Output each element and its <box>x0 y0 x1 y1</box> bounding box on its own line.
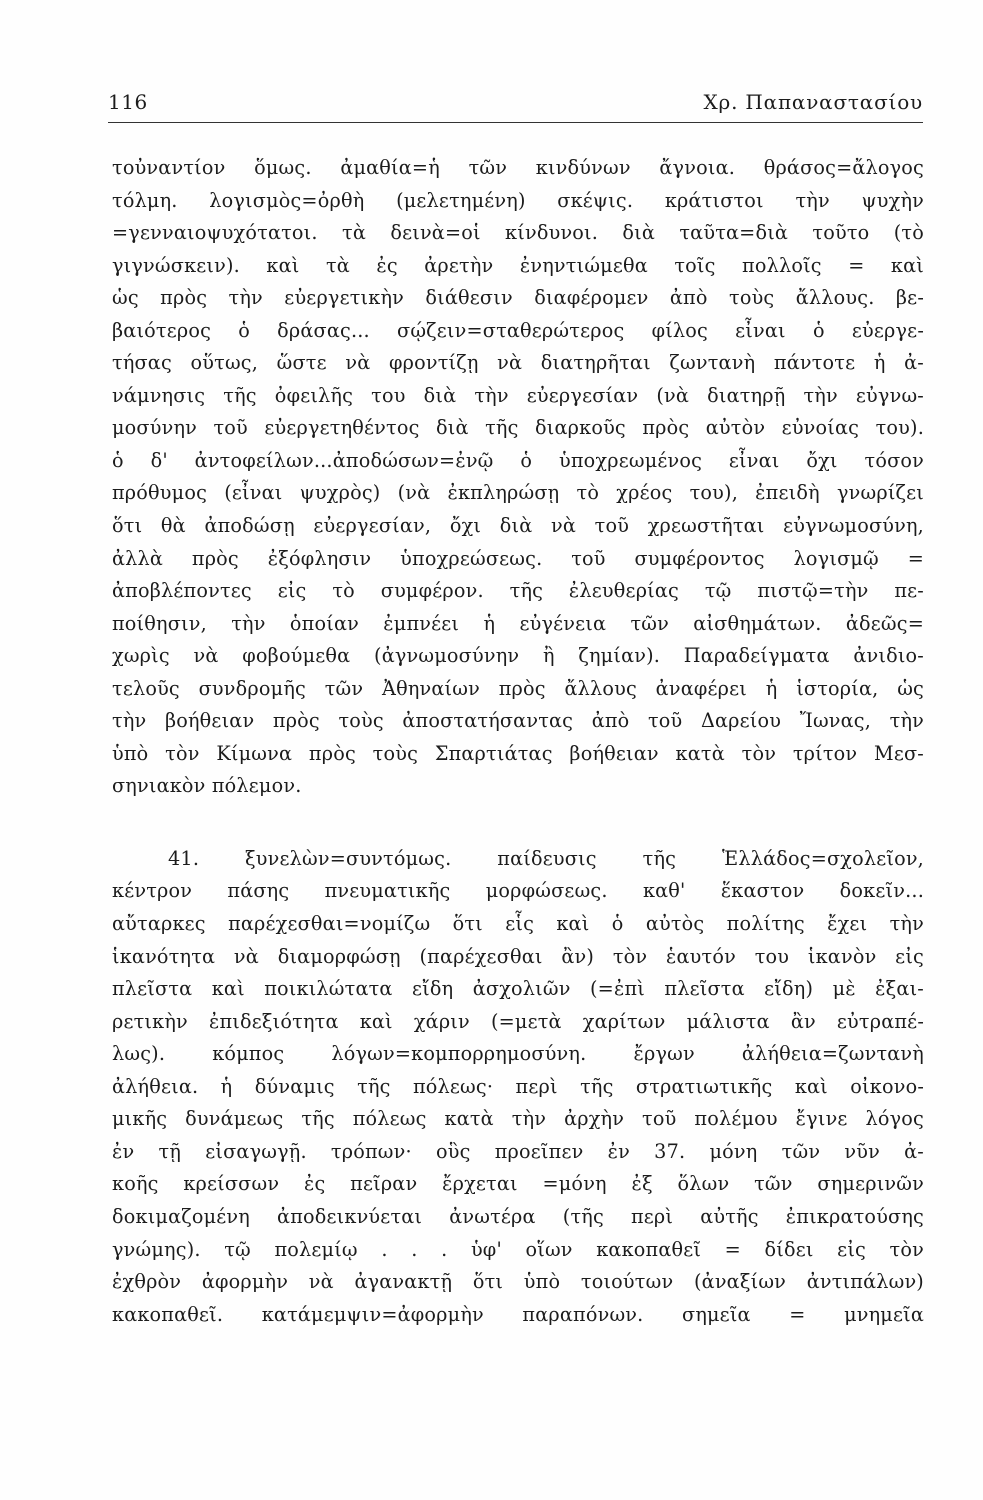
text-line: ὑπὸ τὸν Κίμωνα πρὸς τοὺς Σπαρτιάτας βοήθειαν κατὰ τὸν τρίτον Μεσ- <box>112 741 924 765</box>
page-number: 116 <box>108 90 148 114</box>
text-line: ἱκανότητα νὰ διαμορφώσῃ (παρέχεσθαι ἂν) τὸν ἑαυτόν του ἱκανὸν εἰς <box>112 944 924 968</box>
text-line: δοκιμαζομένη ἀποδεικνύεται ἀνωτέρα (τῆς περὶ αὐτῆς ἐπικρατούσης <box>112 1204 924 1228</box>
text-line: ὡς πρὸς τὴν εὐεργετικὴν διάθεσιν διαφέρομεν ἀπὸ τοὺς ἄλλους. βε- <box>112 286 924 310</box>
text-line: ἐν τῇ εἰσαγωγῇ. τρόπων· οὓς προεῖπεν ἐν 37. μόνη τῶν νῦν ἀ- <box>112 1139 924 1163</box>
text-line: λως). κόμπος λόγων=κομπορρημοσύνη. ἔργων ἀλήθεια=ζωντανὴ <box>112 1042 924 1066</box>
text-line: ἀποβλέποντες εἰς τὸ συμφέρον. τῆς ἐλευθερίας τῷ πιστῷ=τὴν πε- <box>112 579 924 603</box>
text-line: κακοπαθεῖ. κατάμεμψιν=ἀφορμὴν παραπόνων. σημεῖα = μνημεῖα <box>112 1302 924 1326</box>
text-line: ὅτι θὰ ἀποδώσῃ εὐεργεσίαν, ὄχι διὰ νὰ τοῦ χρεωστῆται εὐγνωμοσύνη, <box>112 514 924 538</box>
text-line: τὴν βοήθειαν πρὸς τοὺς ἀποστατήσαντας ἀπὸ τοῦ Δαρείου Ἴωνας, τὴν <box>112 709 924 733</box>
text-line: πλεῖστα καὶ ποικιλώτατα εἴδη ἀσχολιῶν (=ἐπὶ πλεῖστα εἴδη) μὲ ἐξαι- <box>112 977 924 1001</box>
text-line: μοσύνην τοῦ εὐεργετηθέντος διὰ τῆς διαρκοῦς πρὸς αὐτὸν εὐνοίας του). <box>112 416 924 440</box>
text-line: αὔταρκες παρέχεσθαι=νομίζω ὅτι εἷς καὶ ὁ αὐτὸς πολίτης ἔχει τὴν <box>112 912 924 936</box>
text-line: τήσας οὕτως, ὥστε νὰ φροντίζῃ νὰ διατηρῆται ζωντανὴ πάντοτε ἡ ἀ- <box>112 351 924 375</box>
text-line: κοῆς κρείσσων ἐς πεῖραν ἔρχεται =μόνη ἐξ ὅλων τῶν σημερινῶν <box>112 1172 924 1196</box>
running-head: Χρ. Παπαναστασίου <box>703 90 923 114</box>
text-line: τελοῦς συνδρομῆς τῶν Ἀθηναίων πρὸς ἄλλους ἀναφέρει ἡ ἱστορία, ὡς <box>112 676 924 700</box>
paragraph-commentary-41 <box>112 843 924 1331</box>
body-text <box>112 152 924 1331</box>
text-line: κέντρον πάσης πνευματικῆς μορφώσεως. καθ' ἕκαστον δοκεῖν... <box>112 879 924 903</box>
text-line: 41. ξυνελὼν=συντόμως. παίδευσις τῆς Ἑλλάδος=σχολεῖον, <box>168 846 924 870</box>
page-header <box>108 86 923 123</box>
text-line: σηνιακὸν πόλεμον. <box>112 774 302 798</box>
text-line: ἀλήθεια. ἡ δύναμις τῆς πόλεως· περὶ τῆς στρατιωτικῆς καὶ οἰκονο- <box>112 1074 924 1098</box>
text-line: τοὐναντίον ὅμως. ἀμαθία=ἡ τῶν κινδύνων ἄγνοια. θράσος=ἄλογος <box>112 156 924 179</box>
text-line: ἀλλὰ πρὸς ἐξόφλησιν ὑποχρεώσεως. τοῦ συμφέροντος λογισμῷ = <box>112 546 924 570</box>
text-line: πρόθυμος (εἶναι ψυχρὸς) (νὰ ἐκπληρώσῃ τὸ χρέος του), ἐπειδὴ γνωρίζει <box>112 481 924 505</box>
paragraph-commentary-40 <box>112 152 924 803</box>
text-line: ρετικὴν ἐπιδεξιότητα καὶ χάριν (=μετὰ χαρίτων μάλιστα ἂν εὐτραπέ- <box>112 1009 924 1033</box>
text-line: χωρὶς νὰ φοβούμεθα (ἀγνωμοσύνην ἢ ζημίαν). Παραδείγματα ἀνιδιο- <box>112 644 924 668</box>
text-line: τόλμη. λογισμὸς=ὀρθὴ (μελετημένη) σκέψις. κράτιστοι τὴν ψυχὴν <box>112 188 924 212</box>
text-line: μικῆς δυνάμεως τῆς πόλεως κατὰ τὴν ἀρχὴν τοῦ πολέμου ἔγινε λόγος <box>112 1107 924 1131</box>
text-line: νάμνησις τῆς ὀφειλῆς του διὰ τὴν εὐεργεσίαν (νὰ διατηρῇ τὴν εὐγνω- <box>112 383 924 407</box>
text-line: γιγνώσκειν). καὶ τὰ ἐς ἀρετὴν ἐνηντιώμεθα τοῖς πολλοῖς = καὶ <box>112 253 924 277</box>
text-line: γνώμης). τῷ πολεμίῳ . . . ὑφ' οἵων κακοπαθεῖ = δίδει εἰς τὸν <box>112 1237 924 1261</box>
text-line: =γενναιοψυχότατοι. τὰ δεινὰ=οἱ κίνδυνοι. διὰ ταῦτα=διὰ τοῦτο (τὸ <box>112 221 924 245</box>
text-line: βαιότερος ὁ δράσας... σῴζειν=σταθερώτερος φίλος εἶναι ὁ εὐεργε- <box>112 318 924 342</box>
text-line: ὁ δ' ἀντοφείλων...ἀποδώσων=ἐνῷ ὁ ὑποχρεωμένος εἶναι ὄχι τόσον <box>112 448 924 472</box>
text-line: ἐχθρὸν ἀφορμὴν νὰ ἀγανακτῇ ὅτι ὑπὸ τοιούτων (ἀναξίων ἀντιπάλων) <box>112 1270 924 1294</box>
text-line: ποίθησιν, τὴν ὁποίαν ἐμπνέει ἡ εὐγένεια τῶν αἰσθημάτων. ἀδεῶς= <box>112 611 924 635</box>
